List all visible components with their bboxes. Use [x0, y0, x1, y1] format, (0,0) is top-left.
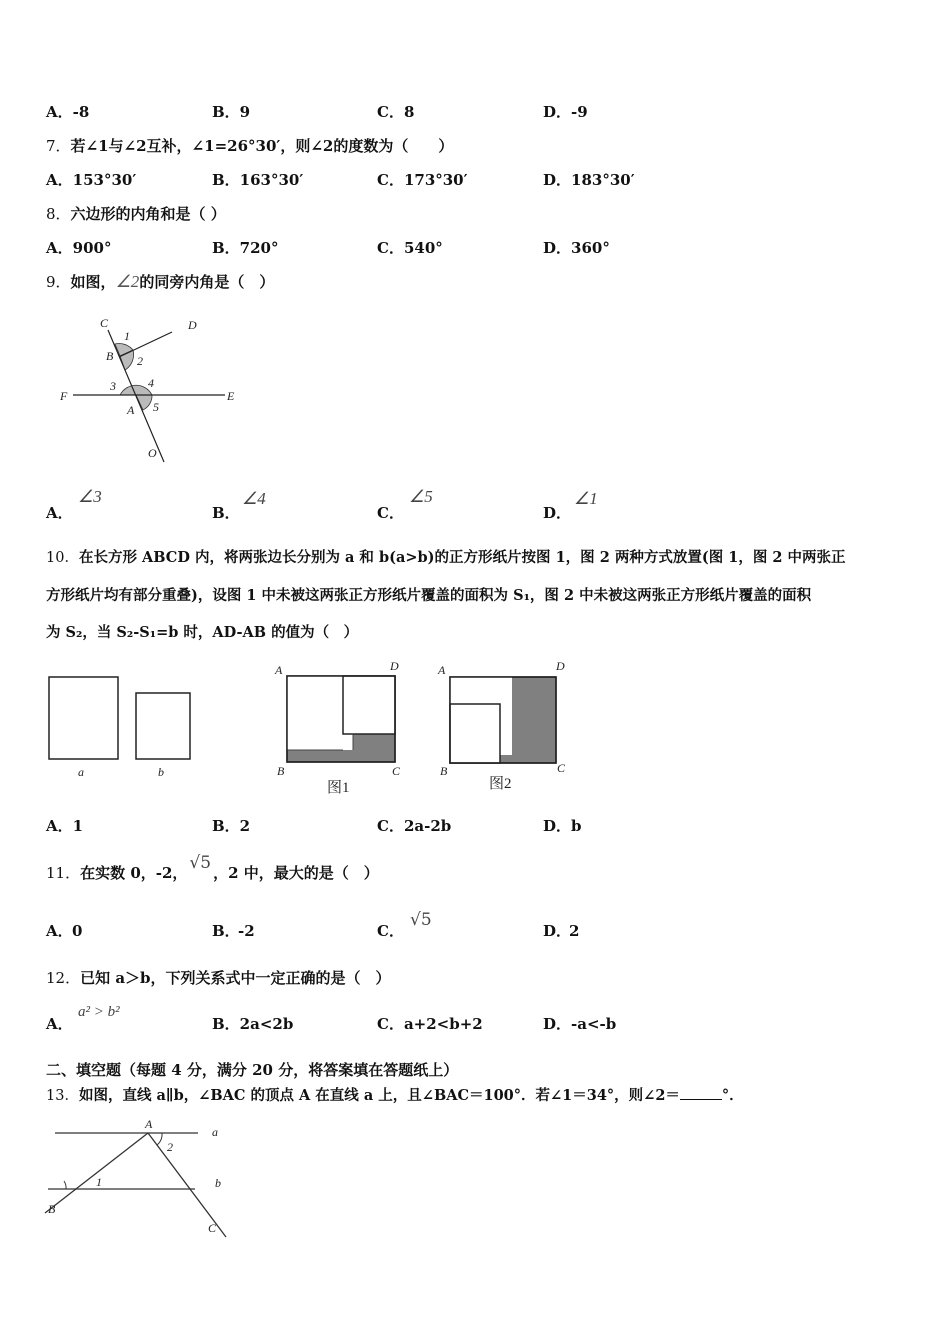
section-2-heading: 二、填空题（每题 4 分，满分 20 分，将答案填在答题纸上）: [46, 1061, 459, 1079]
q9-option-b-letter: B．: [212, 504, 240, 522]
q10-figures: [40, 650, 580, 800]
q10-option-a: A．1: [46, 817, 84, 835]
q10-text-1: 在长方形 ABCD 内，将两张边长分别为 a 和 b(a>b)的正方形纸片按图 1，图 2 两种方式放置(图 1，图 2 中两张正: [78, 549, 846, 566]
q6-option-a: A．-8: [46, 103, 90, 121]
q10-fig1-label-a: A: [275, 663, 283, 677]
q8-question: [46, 204, 226, 224]
q9-label-4: 4: [148, 376, 154, 390]
q9-label-5: 5: [153, 400, 159, 414]
q9-text-a: 如图，: [70, 273, 116, 291]
q7-option-c: C．173°30′: [377, 171, 468, 189]
q13-answer-blank[interactable]: [680, 1099, 722, 1100]
q10-fig2-label-c: C: [557, 761, 566, 775]
q7-option-a: A．153°30′: [46, 171, 137, 189]
q13-label-1: 1: [96, 1175, 102, 1189]
q13-text-a: 如图，直线 a∥b，∠BAC 的顶点 A 在直线 a 上，且∠BAC＝100°．若∠1＝34°，则∠2＝: [78, 1087, 680, 1104]
q9-angle: ∠2: [115, 272, 140, 291]
q9-option-a-value: ∠3: [78, 487, 102, 506]
q10-fig2-label-d: D: [556, 659, 565, 673]
q11-option-c-letter: C．: [377, 922, 404, 940]
q9-label-1: 1: [124, 329, 130, 343]
q11-number: 11．: [46, 864, 81, 882]
q13-label-c-point: C: [208, 1221, 217, 1235]
q7-option-d: D．183°30′: [543, 171, 635, 189]
q12-option-a-letter: A．: [46, 1015, 73, 1033]
q11-option-b-letter: B．: [212, 922, 240, 940]
q10-label-a-square: a: [78, 765, 84, 779]
q13-number: 13．: [46, 1088, 79, 1104]
q9-label-b: B: [106, 349, 114, 363]
q7-number: 7．: [46, 137, 71, 155]
q9-label-c: C: [100, 316, 109, 330]
q12-option-b: B．2a<2b: [212, 1015, 294, 1033]
q9-option-a-letter: A．: [46, 504, 73, 522]
q13-label-line-b: b: [215, 1176, 221, 1190]
q13-text-b: °．: [721, 1087, 744, 1104]
q11-option-c-value: √5: [410, 910, 432, 930]
q10-line-1: [46, 548, 846, 568]
q10-fig2-caption: 图2: [489, 776, 512, 792]
q10-line-2: 方形纸片均有部分重叠)，设图 1 中未被这两张正方形纸片覆盖的面积为 S₁，图 2 中未被这两张正方形纸片覆盖的面积: [46, 587, 812, 604]
q9-option-d-value: ∠1: [574, 489, 598, 508]
q10-number: 10．: [46, 550, 79, 566]
q9-label-o: O: [148, 446, 157, 460]
q10-option-b: B．2: [212, 817, 251, 835]
q10-fig1-caption: 图1: [327, 780, 350, 796]
q12-number: 12．: [46, 969, 81, 987]
q8-option-c: C．540°: [377, 239, 443, 257]
q13-label-a-point: A: [145, 1117, 153, 1131]
q10-fig1-label-d: D: [390, 659, 399, 673]
q11-option-d-letter: D．: [543, 922, 572, 940]
q9-option-d-letter: D．: [543, 504, 572, 522]
q9-label-3: 3: [110, 379, 116, 393]
q12-question: [46, 968, 391, 988]
q10-fig1-label-c: C: [392, 764, 401, 778]
q11-text-b: ，2 中，最大的是（ ）: [213, 864, 379, 882]
q11-option-b-value: -2: [238, 922, 255, 940]
q11-option-a-value: 0: [72, 922, 83, 940]
q10-option-d: D．b: [543, 817, 582, 835]
q13-question: [46, 1086, 744, 1106]
q13-figure: [40, 1110, 240, 1240]
q11-option-a-letter: A．: [46, 922, 73, 940]
q9-label-f: F: [60, 389, 68, 403]
q9-number: 9．: [46, 273, 71, 291]
q10-label-b-square: b: [158, 765, 164, 779]
q12-option-a-value: a² > b²: [78, 1004, 120, 1020]
q8-option-a: A．900°: [46, 239, 112, 257]
q11-sqrt5: √5: [189, 853, 212, 873]
q13-label-b-point: B: [48, 1202, 56, 1216]
q6-option-b: B．9: [212, 103, 251, 121]
q9-option-c-letter: C．: [377, 504, 404, 522]
q9-label-e: E: [227, 389, 235, 403]
q8-option-b: B．720°: [212, 239, 279, 257]
q12-option-d: D．-a<-b: [543, 1015, 617, 1033]
q12-text: 已知 a＞b，下列关系式中一定正确的是（ ）: [80, 969, 391, 987]
q11-question: [46, 853, 379, 883]
q6-option-d: D．-9: [543, 103, 588, 121]
q9-label-2: 2: [137, 354, 143, 368]
q7-text: 若∠1与∠2互补，∠1=26°30′，则∠2的度数为（ ）: [70, 137, 454, 155]
q7-question: [46, 136, 453, 156]
q10-fig1-label-b: B: [277, 764, 285, 778]
q13-label-2: 2: [167, 1140, 173, 1154]
q7-option-b: B．163°30′: [212, 171, 304, 189]
q9-question: [46, 272, 274, 292]
q9-label-d: D: [188, 318, 197, 332]
q10-fig2-label-b: B: [440, 764, 448, 778]
q11-text-a: 在实数 0，-2，: [80, 864, 188, 882]
q10-option-c: C．2a-2b: [377, 817, 452, 835]
q9-label-a: A: [127, 403, 135, 417]
q13-label-line-a: a: [212, 1125, 218, 1139]
q9-option-c-value: ∠5: [409, 487, 433, 506]
q12-option-c: C．a+2<b+2: [377, 1015, 483, 1033]
q9-option-b-value: ∠4: [242, 489, 266, 508]
q8-number: 8．: [46, 205, 71, 223]
q9-text-b: 的同旁内角是（ ）: [139, 273, 275, 291]
q6-option-c: C．8: [377, 103, 415, 121]
q10-line-3: 为 S₂，当 S₂-S₁=b 时，AD-AB 的值为（ ）: [46, 624, 359, 641]
q8-text: 六边形的内角和是（ ）: [70, 205, 226, 223]
q10-fig2-label-a: A: [438, 663, 446, 677]
q8-option-d: D．360°: [543, 239, 610, 257]
q9-figure: [40, 300, 260, 470]
q11-option-d-value: 2: [569, 922, 580, 940]
